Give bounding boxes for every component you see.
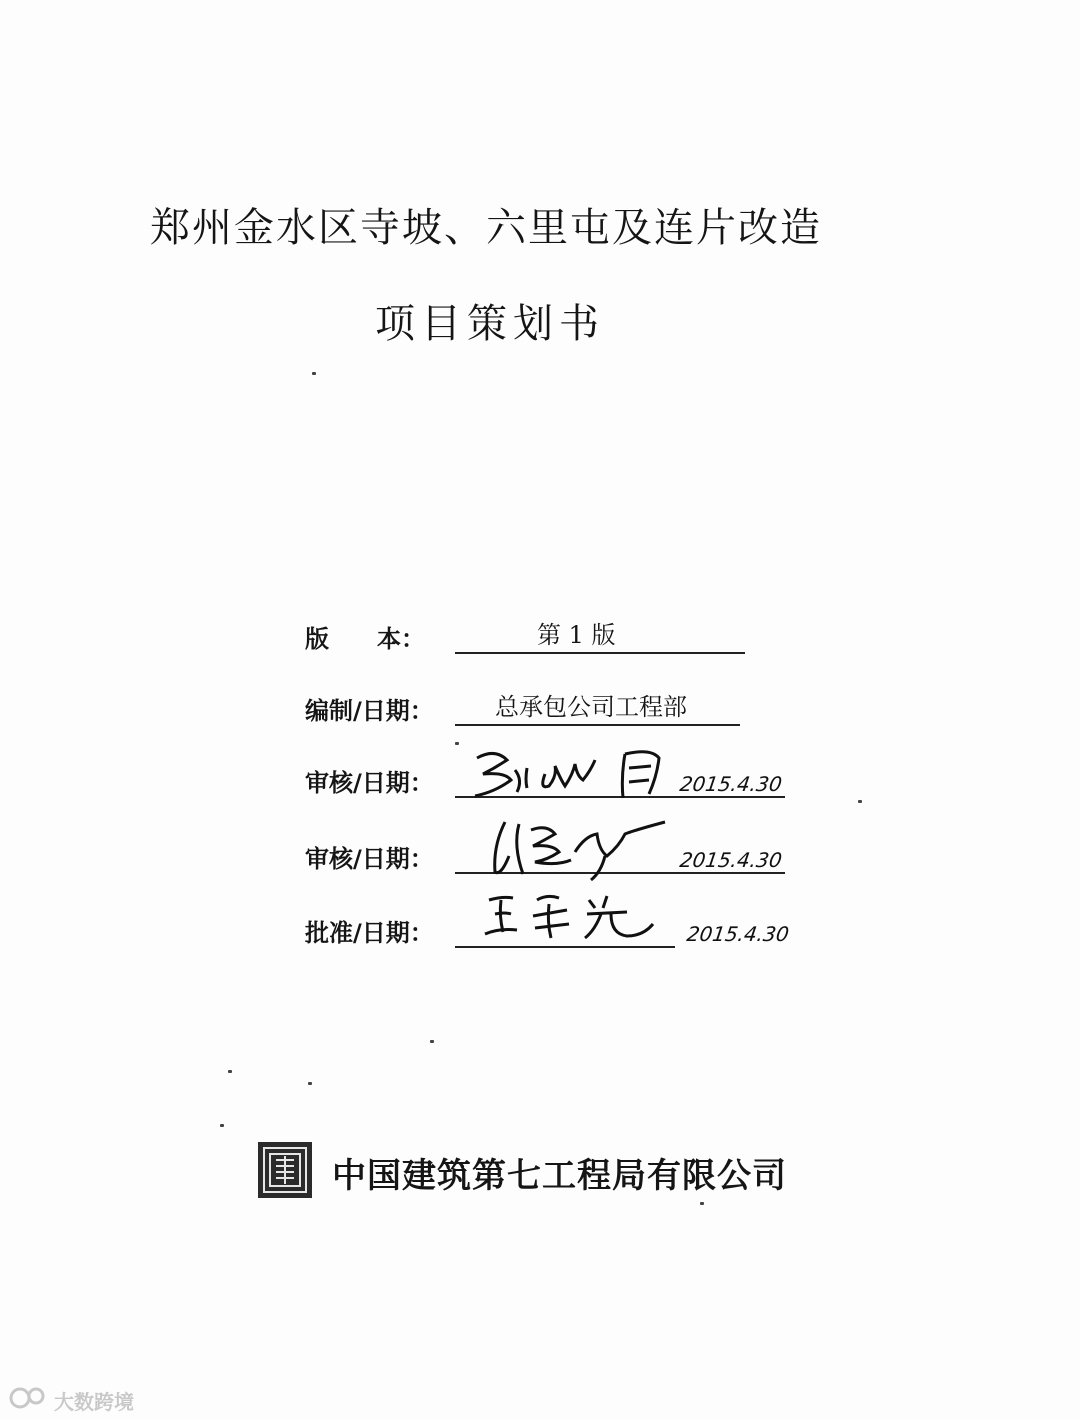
approval-field xyxy=(305,912,865,952)
review1-field xyxy=(305,762,865,802)
scan-speck xyxy=(312,372,316,375)
document-title-line1: 郑州金水区寺坡、六里屯及连片改造 xyxy=(150,205,822,251)
scan-speck xyxy=(308,1082,312,1085)
prepared-field xyxy=(305,690,865,730)
scan-speck xyxy=(220,1124,224,1127)
review2-field xyxy=(305,838,865,878)
watermark xyxy=(8,1384,168,1414)
approval-underline xyxy=(455,946,675,948)
scan-speck xyxy=(228,1070,232,1073)
version-label: 版 本： xyxy=(305,625,425,653)
review2-signature-image xyxy=(475,816,695,886)
review2-date: 2015.4.30 xyxy=(678,848,784,872)
review1-date: 2015.4.30 xyxy=(678,772,784,796)
approval-date: 2015.4.30 xyxy=(685,922,791,946)
version-value: 第 1 版 xyxy=(537,621,616,649)
approval-signature-image xyxy=(477,886,677,946)
document-title-line2: 项目策划书 xyxy=(375,301,605,347)
prepared-label: 编制/日期： xyxy=(305,697,434,725)
version-underline xyxy=(455,652,745,654)
cscec-logo xyxy=(258,1142,312,1198)
review2-label: 审核/日期： xyxy=(305,845,434,873)
review1-signature-image xyxy=(465,746,675,806)
approval-label: 批准/日期： xyxy=(305,919,434,947)
scan-speck xyxy=(858,800,862,803)
company-name: 中国建筑第七工程局有限公司 xyxy=(332,1156,787,1196)
company-footer xyxy=(258,1140,818,1202)
prepared-underline xyxy=(455,724,740,726)
watermark-text: 大数跨境 xyxy=(54,1390,134,1414)
version-field xyxy=(305,618,865,658)
prepared-value: 总承包公司工程部 xyxy=(495,693,687,721)
watermark-logo-icon xyxy=(8,1384,48,1412)
scan-speck xyxy=(430,1040,434,1043)
scan-speck xyxy=(455,742,459,745)
scan-speck xyxy=(700,1202,704,1205)
review1-label: 审核/日期： xyxy=(305,769,434,797)
